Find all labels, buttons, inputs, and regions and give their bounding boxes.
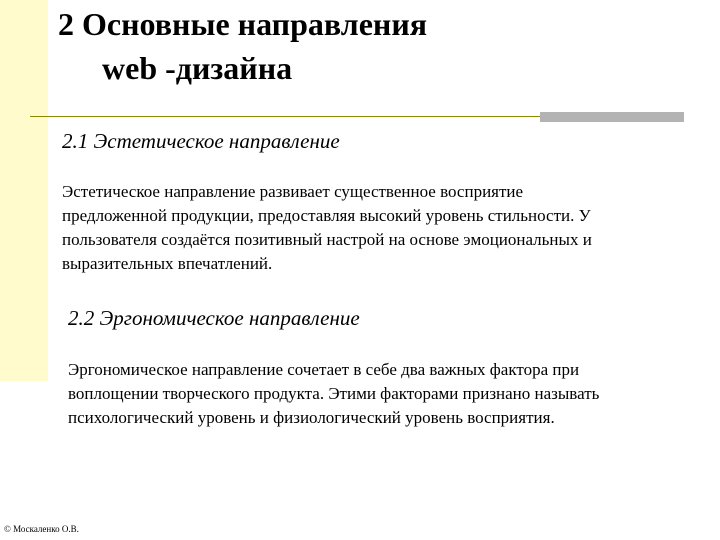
section-paragraph-ergonomic <box>68 358 708 430</box>
paragraph-line: выразительных впечатлений. <box>62 254 273 273</box>
paragraph-line: пользователя создаётся позитивный настрой на основе эмоциональных и <box>62 230 592 249</box>
paragraph-line: Эргономическое направление сочетает в себе два важных фактора при <box>68 360 580 379</box>
section-heading-aesthetic: 2.1 Эстетическое направление <box>62 129 340 153</box>
copyright-footer: © Москаленко О.В. <box>4 524 79 534</box>
title-divider-block <box>540 112 684 122</box>
slide-title-line-2: web -дизайна <box>102 50 293 86</box>
paragraph-line: Эстетическое направление развивает существенное восприятие <box>62 182 524 201</box>
left-accent-bar <box>0 0 48 381</box>
section-heading-ergonomic: 2.2 Эргономическое направление <box>68 306 360 330</box>
slide-title-line-1: 2 Основные направления <box>58 6 428 42</box>
paragraph-line: воплощении творческого продукта. Этими факторами признано называть <box>68 384 600 403</box>
slide-title <box>58 2 427 90</box>
section-paragraph-aesthetic <box>62 180 702 276</box>
paragraph-line: предложенной продукции, предоставляя высокий уровень стильности. У <box>62 206 591 225</box>
paragraph-line: психологический уровень и физиологический уровень восприятия. <box>68 408 555 427</box>
